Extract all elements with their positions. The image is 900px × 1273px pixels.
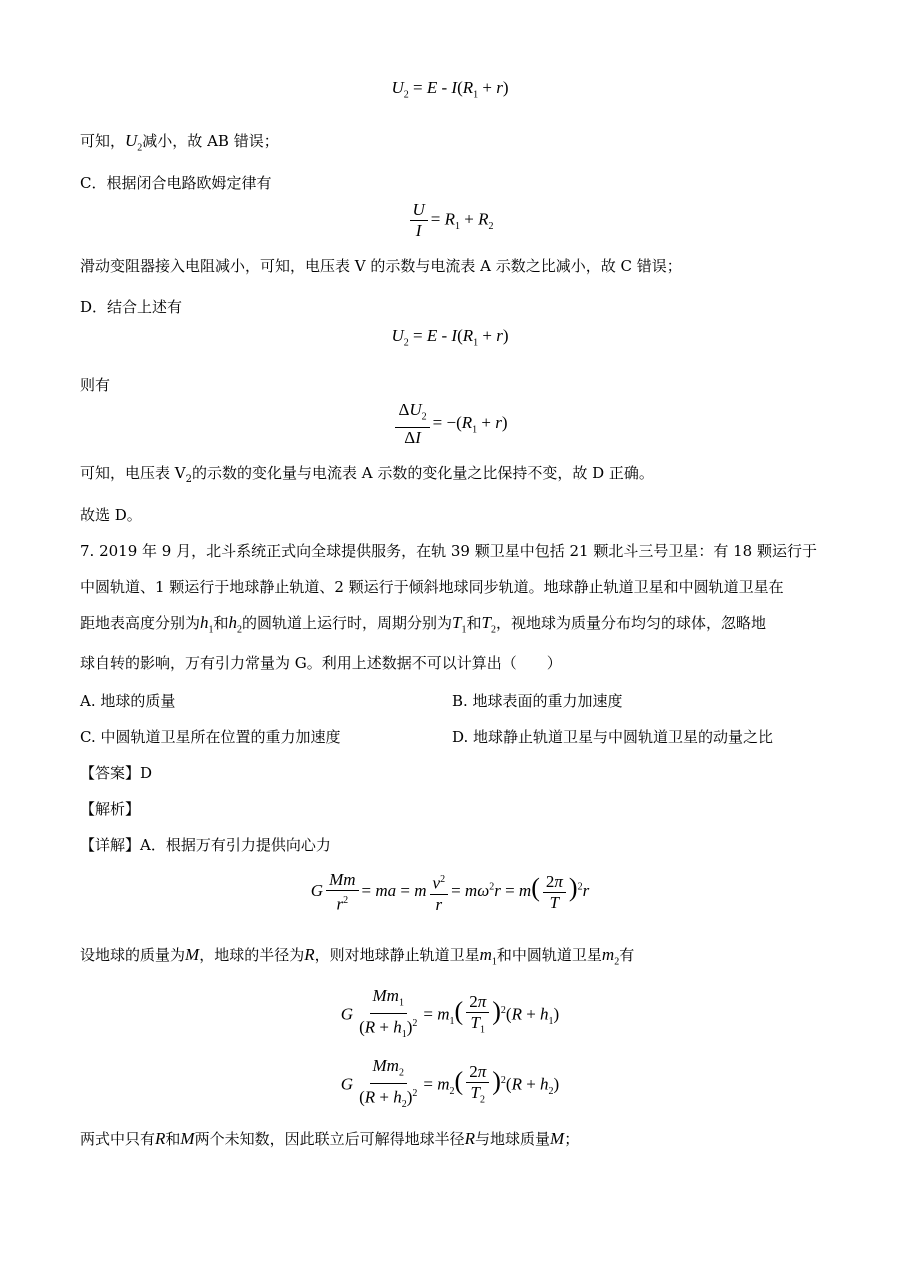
equation-u2: $U_2 = E - I(R_1 + r)$ (391, 78, 509, 101)
answer-label: 【答案】D (80, 764, 153, 782)
equation-ui-ratio: $\frac{U}{I}$ = $R_1 + R_2$ (0, 200, 900, 241)
option-a: A. 地球的质量 (80, 692, 176, 710)
text-line: C．根据闭合电路欧姆定律有 (80, 174, 272, 192)
text-line: D．结合上述有 (80, 298, 183, 316)
equation-satellite-2: G $\frac{Mm_2}{(R + h_2)^2}$ = $m_2$( $\frac{2\pi}{T_2}$ )$^2(R + h_2)$ (340, 1056, 560, 1111)
option-d: D. 地球静止轨道卫星与中圆轨道卫星的动量之比 (452, 728, 774, 746)
equation-u2-repeat: $U_2 = E - I(R_1 + r)$ (391, 326, 509, 349)
text-line: 设地球的质量为M，地球的半径为R，则对地球静止轨道卫星$m_1$和中圆轨道卫星$m_2$有 (80, 945, 635, 968)
text-line: 可知，$U_2$减小，故 AB 错误； (80, 131, 279, 154)
analysis-label: 【解析】 (80, 800, 141, 818)
equation-gravitation: G $\frac{Mm}{r^2}$ = ma = m $\frac{v^2}{r}$ = $m\omega^2r = m$( $\frac{2\pi}{T}$ )$^2$r (310, 870, 590, 914)
text-line: 两式中只有R和M两个未知数，因此联立后可解得地球半径R与地球质量M； (80, 1129, 580, 1148)
equation-delta-ratio: $\frac{\Delta U_2}{\Delta I}$ = $-(R_1 + r)$ (0, 400, 900, 448)
text-line: 滑动变阻器接入电阻减小，可知，电压表 V 的示数与电流表 A 示数之比减小，故 C 错误； (80, 257, 682, 275)
option-c: C. 中圆轨道卫星所在位置的重力加速度 (80, 728, 341, 746)
option-b: B. 地球表面的重力加速度 (452, 692, 623, 710)
question-line: 球自转的影响，万有引力常量为 G。利用上述数据不可以计算出（ ） (80, 654, 562, 672)
question-line: 7. 2019 年 9 月，北斗系统正式向全球提供服务，在轨 39 颗卫星中包括 21 颗北斗三号卫星：有 18 颗运行于 (80, 542, 817, 560)
text-line: 可知，电压表 $V_2$的示数的变化量与电流表 A 示数的变化量之比保持不变，故 D 正确。 (80, 464, 654, 485)
text-line: 故选 D。 (80, 506, 142, 524)
question-line: 距地表高度分别为$h_1$和$h_2$的圆轨道上运行时，周期分别为$T_1$和$T_2$，视地球为质量分布均匀的球体，忽略地 (80, 613, 767, 636)
equation-satellite-1: G $\frac{Mm_1}{(R + h_1)^2}$ = $m_1$( $\frac{2\pi}{T_1}$ )$^2(R + h_1)$ (340, 986, 560, 1041)
text-line: 则有 (80, 376, 111, 394)
detail-label: 【详解】A．根据万有引力提供向心力 (80, 836, 331, 854)
question-line: 中圆轨道、1 颗运行于地球静止轨道、2 颗运行于倾斜地球同步轨道。地球静止轨道卫星和中圆轨道卫星在 (80, 578, 784, 596)
